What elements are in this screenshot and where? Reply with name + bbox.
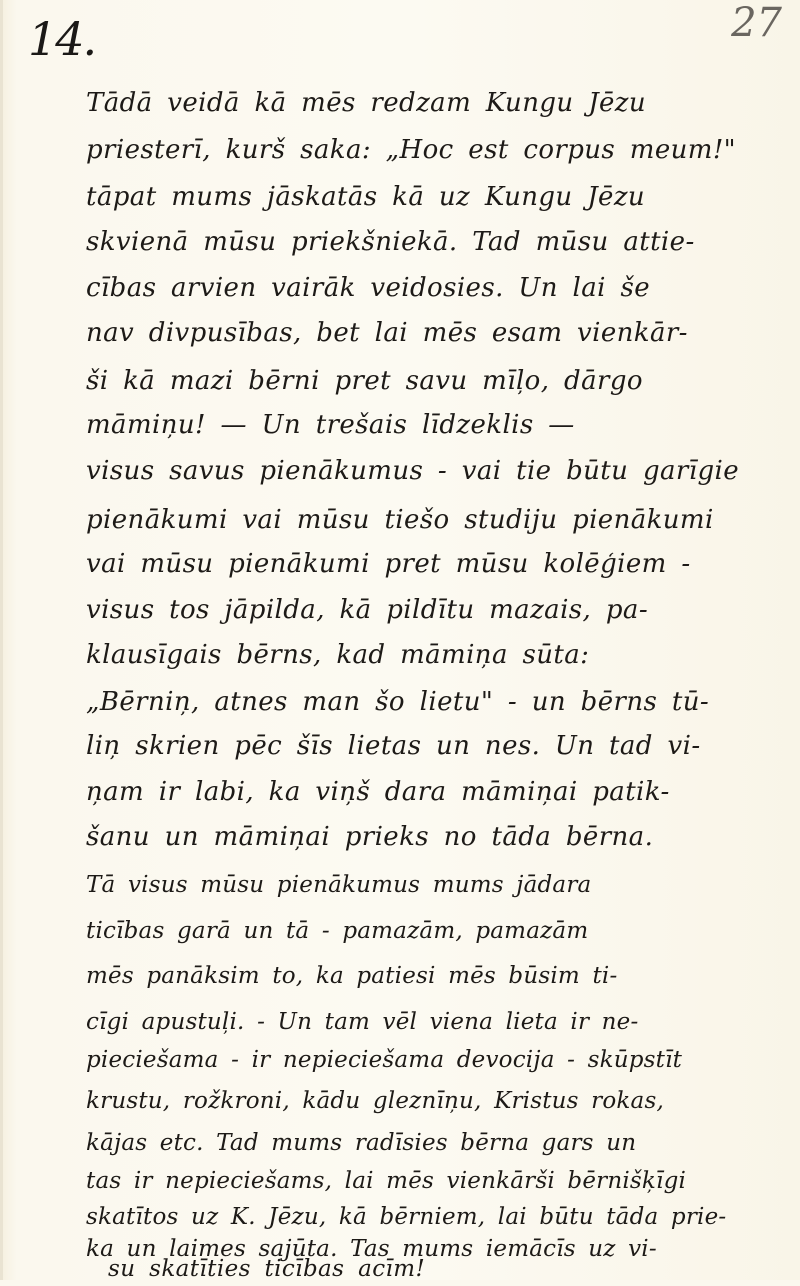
text-line: su skatīties ticības acīm! — [108, 1256, 426, 1282]
text-line: pieciešama - ir nepieciešama devocija - skūpstīt — [86, 1047, 683, 1073]
text-line: skvienā mūsu priekšniekā. Tad mūsu attie- — [86, 227, 695, 257]
page-number: 14. — [28, 12, 96, 66]
text-line: tas ir nepieciešams, lai mēs vienkārši bērnišķīgi — [86, 1168, 687, 1194]
text-line: šanu un māmiņai prieks no tāda bērna. — [86, 822, 654, 852]
text-line: pienākumi vai mūsu tiešo studiju pienākumi — [86, 505, 714, 535]
text-line: mēs panāksim to, ka patiesi mēs būsim ti- — [86, 963, 618, 989]
text-line: „Bērniņ, atnes man šo lietu" - un bērns tū- — [86, 687, 710, 717]
text-line: nav divpusības, bet lai mēs esam vienkār- — [86, 318, 688, 348]
text-line: tāpat mums jāskatās kā uz Kungu Jēzu — [86, 182, 646, 212]
text-line: priesterī, kurš saka: „Hoc est corpus meum!" — [86, 135, 737, 165]
text-line: cīgi apustuļi. - Un tam vēl viena lieta ir ne- — [86, 1009, 639, 1035]
text-line: kājas etc. Tad mums radīsies bērna gars un — [86, 1130, 637, 1156]
text-line: Tādā veidā kā mēs redzam Kungu Jēzu — [86, 88, 647, 118]
text-line: visus savus pienākumus - vai tie būtu garīgie — [86, 456, 739, 486]
text-line: vai mūsu pienākumi pret mūsu kolēģiem - — [86, 549, 691, 579]
text-line: māmiņu! — Un trešais līdzeklis — — [86, 410, 575, 440]
text-line: cības arvien vairāk veidosies. Un lai še — [86, 273, 651, 303]
text-line: liņ skrien pēc šīs lietas un nes. Un tad vi- — [86, 731, 701, 761]
text-line: ši kā mazi bērni pret savu mīļo, dārgo — [86, 366, 643, 396]
text-line: visus tos jāpilda, kā pildītu mazais, pa- — [86, 595, 649, 625]
folio-number: 27 — [731, 0, 782, 46]
text-line: ka un laimes sajūta. Tas mums iemācīs uz vi- — [86, 1236, 657, 1262]
text-line: klausīgais bērns, kad māmiņa sūta: — [86, 640, 590, 670]
text-line: ticības garā un tā - pamazām, pamazām — [86, 918, 589, 944]
text-line: krustu, rožkroni, kādu gleznīņu, Kristus rokas, — [86, 1088, 664, 1114]
text-line: skatītos uz K. Jēzu, kā bērniem, lai būtu tāda prie- — [86, 1204, 727, 1230]
text-line: Tā visus mūsu pienākumus mums jādara — [86, 872, 592, 898]
text-line: ņam ir labi, ka viņš dara māmiņai patik- — [86, 777, 670, 807]
